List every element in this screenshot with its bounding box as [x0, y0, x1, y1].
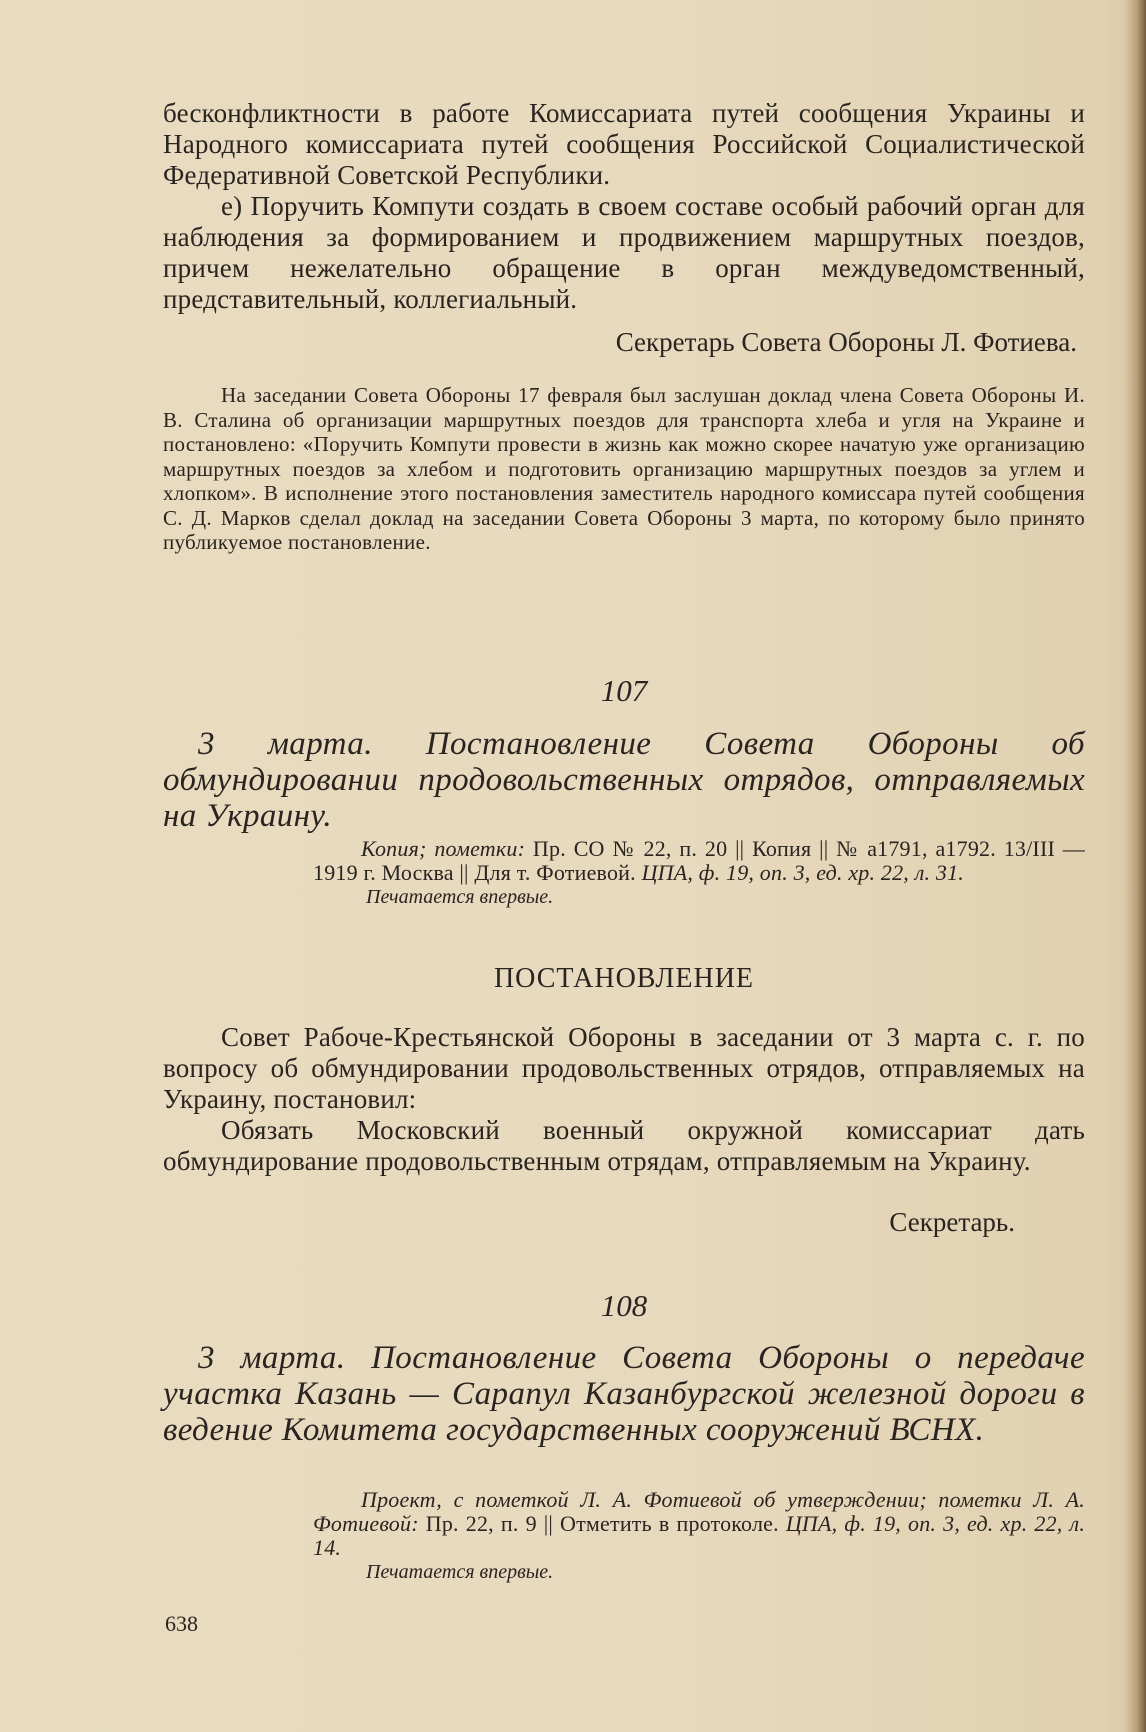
continuation-paragraph: бесконфликтности в работе Комиссариата путей сообщения Украины и Народного комиссариата путей сообщения Российской Социалистической Федеративной Советской Республики. [163, 98, 1085, 190]
doc-107-title: 3 марта. Постановление Совета Обороны об обмундировании продовольственных отрядов, отправляемых на Украину. [163, 726, 1085, 834]
doc-108-source-main: Пр. 22, п. 9 || Отметить в протоколе. [425, 1511, 779, 1536]
doc-108-number-block [163, 1288, 1085, 1324]
doc-107-paragraph-1: Совет Рабоче-Крестьянской Обороны в заседании от 3 марта с. г. по вопросу об обмундировании продовольственных отрядов, отправляемых на Украину, постановил: [163, 1022, 1085, 1114]
doc-107-source-main: Пр. СО № 22, п. 20 || Копия || № а1791, а1792. 13/III — 1919 г. Москва || Для т. Фотиевой. [313, 836, 1085, 885]
doc-107-source-label: Копия; пометки: [361, 836, 526, 861]
doc-108-printed-first: Печатается впервые. [366, 1561, 554, 1583]
doc-107-number-block [163, 673, 1085, 709]
doc-107-source-archive: ЦПА, ф. 19, оп. 3, ед. хр. 22, л. 31. [641, 860, 964, 885]
continuation-block [163, 98, 1085, 315]
doc-108-title-block [163, 1340, 1085, 1448]
page-edge-shadow [1124, 0, 1146, 1732]
doc-108-source [313, 1488, 1085, 1560]
editorial-note: На заседании Совета Обороны 17 февраля был заслушан доклад члена Совета Обороны И. В. Сталина об организации маршрутных поездов для транспорта хлеба и угля на Украине и постановлено: «Поручить Компути провести в жизнь как можно скорее начатую уже организацию маршрутных поездов за хлебом и подготовить организацию маршрутных поездов за углем и хлопком». В исполнение этого постановления заместитель народного комиссара путей сообщения С. Д. Марков сделал доклад на заседании Совета Обороны 3 марта, по которому было принято публикуемое постановление. [163, 383, 1085, 554]
doc-107-signature-block [163, 1207, 1085, 1238]
doc-107-printed-first: Печатается впервые. [366, 886, 554, 908]
page-number: 638 [165, 1611, 198, 1636]
doc-107-body-block [163, 1022, 1085, 1177]
doc-107-number: 107 [600, 673, 648, 708]
clause-e-paragraph: е) Поручить Компути создать в своем составе особый рабочий орган для наблюдения за формированием и продвижением маршрутных поездов, причем нежелательно обращение в орган междуведомственный, представительный, коллегиальный. [163, 191, 1085, 314]
doc-107-source-block [163, 837, 1085, 909]
doc-108-title: 3 марта. Постановление Совета Обороны о передаче участка Казань — Сарапул Казанбургской железной дороги в ведение Комитета государственных сооружений ВСНХ. [163, 1340, 1085, 1448]
editorial-note-block [163, 383, 1085, 555]
doc-108-source-block [163, 1488, 1085, 1584]
doc-107-paragraph-2: Обязать Московский военный окружной комиссариат дать обмундирование продовольственным отрядам, отправляемым на Украину. [163, 1115, 1085, 1176]
doc-107-title-block [163, 726, 1085, 834]
doc-107-source [313, 837, 1085, 885]
doc-107-signature: Секретарь. [889, 1207, 1015, 1237]
doc-107-heading-block [163, 963, 1085, 995]
doc-107-heading: ПОСТАНОВЛЕНИЕ [493, 963, 755, 994]
doc-108-number: 108 [600, 1288, 648, 1323]
signature-fotieva: Секретарь Совета Обороны Л. Фотиева. [615, 327, 1077, 357]
doc-108-source-archive: ЦПА, ф. 19, оп. 3, ед. хр. 22, л. 14. [313, 1511, 1086, 1560]
doc-108-source-label: Проект, с пометкой Л. А. Фотиевой об утверждении; пометки Л. А. Фотиевой: [313, 1487, 1085, 1536]
signature-fotieva-block [163, 327, 1085, 358]
